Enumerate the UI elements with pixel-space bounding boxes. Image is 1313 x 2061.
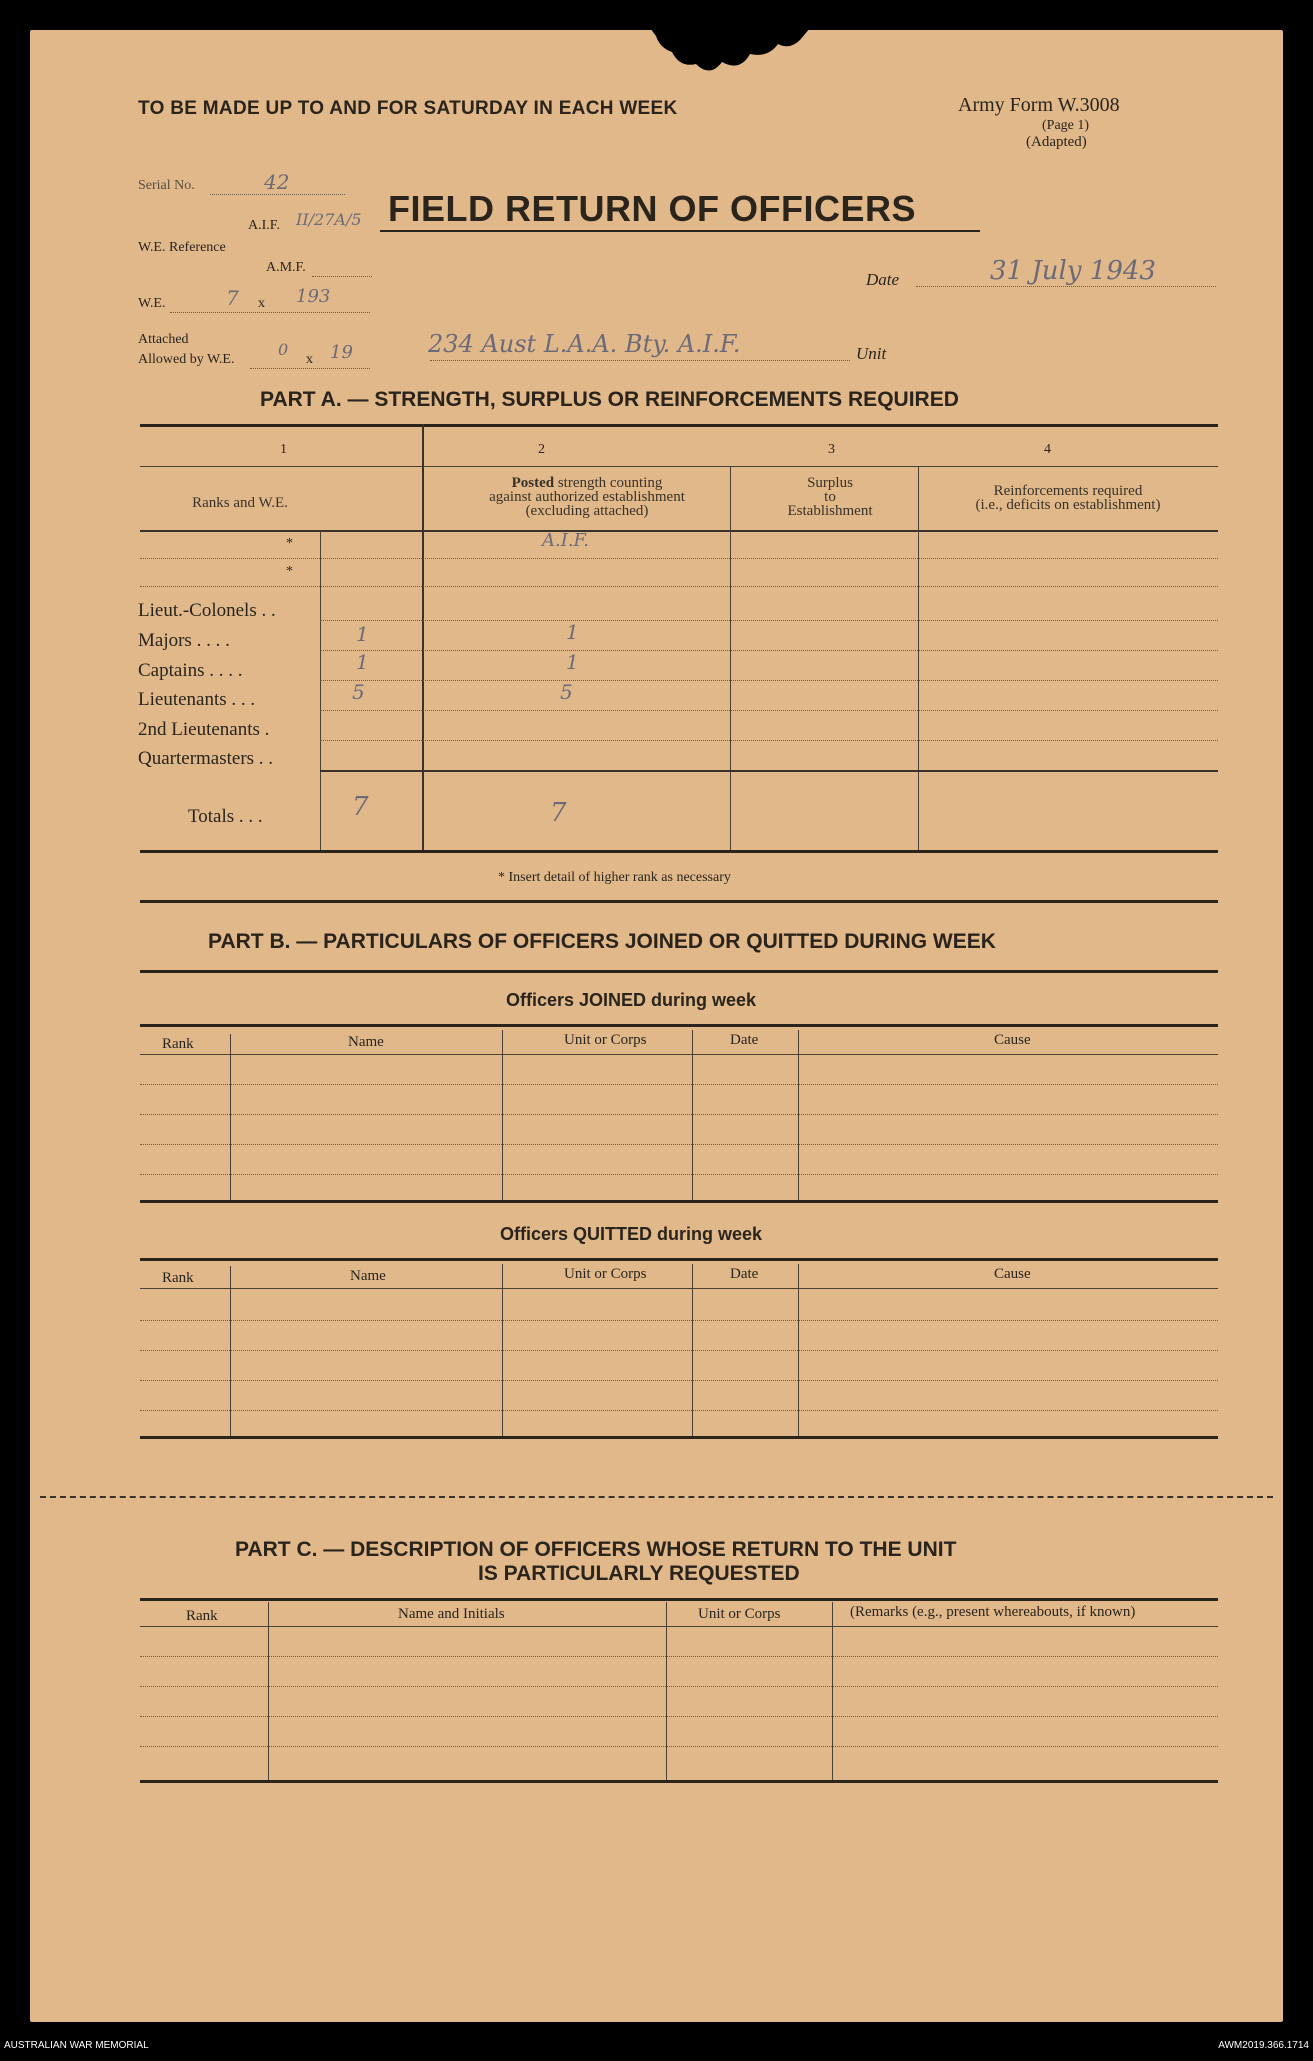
unit-label: Unit [856,344,887,363]
col-number-rule [140,466,1218,467]
date-line [916,286,1216,287]
amf-label: A.M.F. [266,260,306,275]
rank-label-majors: Majors . . . . [138,630,230,651]
col2-header-line1: strength counting [557,475,663,491]
form-paper [30,30,1283,2022]
joined-header-rule [140,1024,1218,1027]
aif-value: II/27A/5 [296,210,362,229]
part-a-col-divider-we [320,530,321,850]
totals-top-rule [320,770,1218,772]
captains-we: 1 [356,650,369,674]
quitted-col-rank: Rank [162,1270,194,1286]
quitted-col-name: Name [350,1268,386,1284]
part-c-divider [832,1602,833,1782]
col3-header-line1: Surplus [807,475,853,491]
rank-label-captains: Captains . . . . [138,660,243,681]
perforation-line [40,1496,1273,1498]
archive-caption-right: AWM2019.366.1714 [1218,2040,1309,2051]
title-underline [380,230,980,232]
quitted-row-line [140,1320,1218,1321]
quitted-col-cause: Cause [994,1266,1031,1282]
quitted-title: Officers QUITTED during week [500,1224,763,1244]
part-c-bottom-rule [140,1780,1218,1783]
form-adapted: (Adapted) [1026,134,1087,150]
part-c-divider [268,1602,269,1782]
col2-header-bold: Posted [511,475,555,491]
col-number-4: 4 [1044,442,1051,457]
part-b-top-rule [140,970,1218,973]
joined-row-line [140,1084,1218,1085]
lieutenants-posted: 5 [560,680,573,704]
joined-divider [230,1034,231,1200]
part-c-col-rule [140,1626,1218,1627]
rank-row-line [320,740,1218,741]
star-row-2-line [140,586,1218,587]
joined-col-name: Name [348,1034,384,1050]
quitted-row-line [140,1410,1218,1411]
we-left-value: 7 [226,286,239,310]
totals-label: Totals . . . [188,806,263,827]
quitted-col-rule [140,1288,1218,1289]
archive-caption-left: AUSTRALIAN WAR MEMORIAL [4,2040,149,2051]
col2-header-line2: against authorized establishment [489,489,685,505]
allowed-left-value: 0 [278,340,289,359]
joined-col-rank: Rank [162,1036,194,1052]
joined-bottom-rule [140,1200,1218,1203]
lieutenants-we: 5 [352,680,365,704]
rank-label-lieutenants: Lieutenants . . . [138,689,256,710]
col2-header-line3: (excluding attached) [525,503,649,519]
part-c-divider [666,1602,667,1782]
rank-label-lieut-colonels: Lieut.-Colonels . . [138,600,276,621]
joined-row-line [140,1144,1218,1145]
col3-header-line2: to [824,489,836,505]
part-c-top-rule [140,1598,1218,1601]
star-marker-2: * [286,564,293,579]
aif-label: A.I.F. [248,218,280,233]
joined-col-rule [140,1054,1218,1055]
quitted-row-line [140,1380,1218,1381]
joined-row-line [140,1114,1218,1115]
star-marker-1: * [286,536,293,551]
col-number-2: 2 [538,442,545,457]
rank-row-line [320,680,1218,681]
part-c-row-line [140,1746,1218,1747]
serial-value: 42 [264,170,290,194]
part-c-col-rank: Rank [186,1608,218,1624]
we-line [170,312,370,313]
quitted-row-line [140,1350,1218,1351]
col4-header-line2: (i.e., deficits on establishment) [975,497,1161,513]
part-a-bottom-rule [140,850,1218,853]
rank-row-line [320,650,1218,651]
instruction-text: TO BE MADE UP TO AND FOR SATURDAY IN EACH WEEK [138,98,678,119]
allowed-x: x [306,352,313,367]
date-label: Date [866,270,900,289]
part-a-col-divider-3 [730,466,731,850]
amf-line [312,276,372,277]
rank-label-2nd-lieutenants: 2nd Lieutenants . [138,719,270,740]
serial-label: Serial No. [138,178,195,193]
part-c-row-line [140,1686,1218,1687]
joined-row-line [140,1174,1218,1175]
part-c-row-line [140,1716,1218,1717]
part-a-heading: PART A. — STRENGTH, SURPLUS OR REINFORCEMENTS REQUIRED [260,388,959,411]
col4-header-line1: Reinforcements required [993,483,1143,499]
part-c-col-name: Name and Initials [398,1606,505,1622]
majors-we: 1 [356,622,369,646]
part-c-col-remarks: (Remarks (e.g., present whereabouts, if known) [850,1604,1136,1620]
we-label: W.E. [138,296,166,311]
form-page: (Page 1) [1042,118,1090,133]
date-value: 31 July 1943 [990,256,1156,286]
part-c-col-unit: Unit or Corps [698,1606,781,1622]
page-title: FIELD RETURN OF OFFICERS [388,188,916,229]
part-a-top-rule [140,424,1218,427]
attached-label: Attached [138,332,189,347]
part-c-row-line [140,1656,1218,1657]
part-c-heading-line2: IS PARTICULARLY REQUESTED [478,1562,800,1585]
col3-header-line3: Establishment [787,503,873,519]
form-name: Army Form W.3008 [958,94,1120,116]
part-b-heading: PART B. — PARTICULARS OF OFFICERS JOINED OR QUITTED DURING WEEK [208,930,996,953]
part-a-col-divider-4 [918,466,919,850]
part-a-footnote-rule [140,900,1218,903]
handwritten-aif: A.I.F. [542,530,589,551]
joined-col-date: Date [730,1032,759,1048]
quitted-col-unit: Unit or Corps [564,1266,647,1282]
majors-posted: 1 [566,620,579,644]
joined-col-unit: Unit or Corps [564,1032,647,1048]
unit-line [430,360,850,361]
star-row-1-line [140,558,1218,559]
quitted-bottom-rule [140,1436,1218,1439]
we-right-value: 193 [296,286,331,307]
captains-posted: 1 [566,650,579,674]
we-x: x [258,296,265,311]
part-c-heading-line1: PART C. — DESCRIPTION OF OFFICERS WHOSE RETURN TO THE UNIT [235,1538,957,1561]
part-a-col-divider-2 [422,424,424,850]
joined-col-cause: Cause [994,1032,1031,1048]
rank-row-line [320,710,1218,711]
quitted-header-rule [140,1258,1218,1261]
we-reference-label: W.E. Reference [138,240,226,255]
part-a-header-rule [140,530,1218,532]
col-number-1: 1 [280,442,287,457]
torn-hole [650,28,810,78]
col1-header: Ranks and W.E. [192,495,288,511]
rank-label-quartermasters: Quartermasters . . [138,748,274,769]
allowed-line [250,368,370,369]
totals-posted: 7 [550,798,567,828]
col-number-3: 3 [828,442,835,457]
serial-line [210,194,345,195]
joined-title: Officers JOINED during week [506,990,757,1010]
part-a-footnote: * Insert detail of higher rank as necessary [498,870,731,885]
unit-value: 234 Aust L.A.A. Bty. A.I.F. [428,330,741,358]
totals-we: 7 [352,792,369,822]
rank-row-line [320,620,1218,621]
allowed-right-value: 19 [330,342,353,363]
allowed-label: Allowed by W.E. [138,352,235,367]
quitted-col-date: Date [730,1266,759,1282]
